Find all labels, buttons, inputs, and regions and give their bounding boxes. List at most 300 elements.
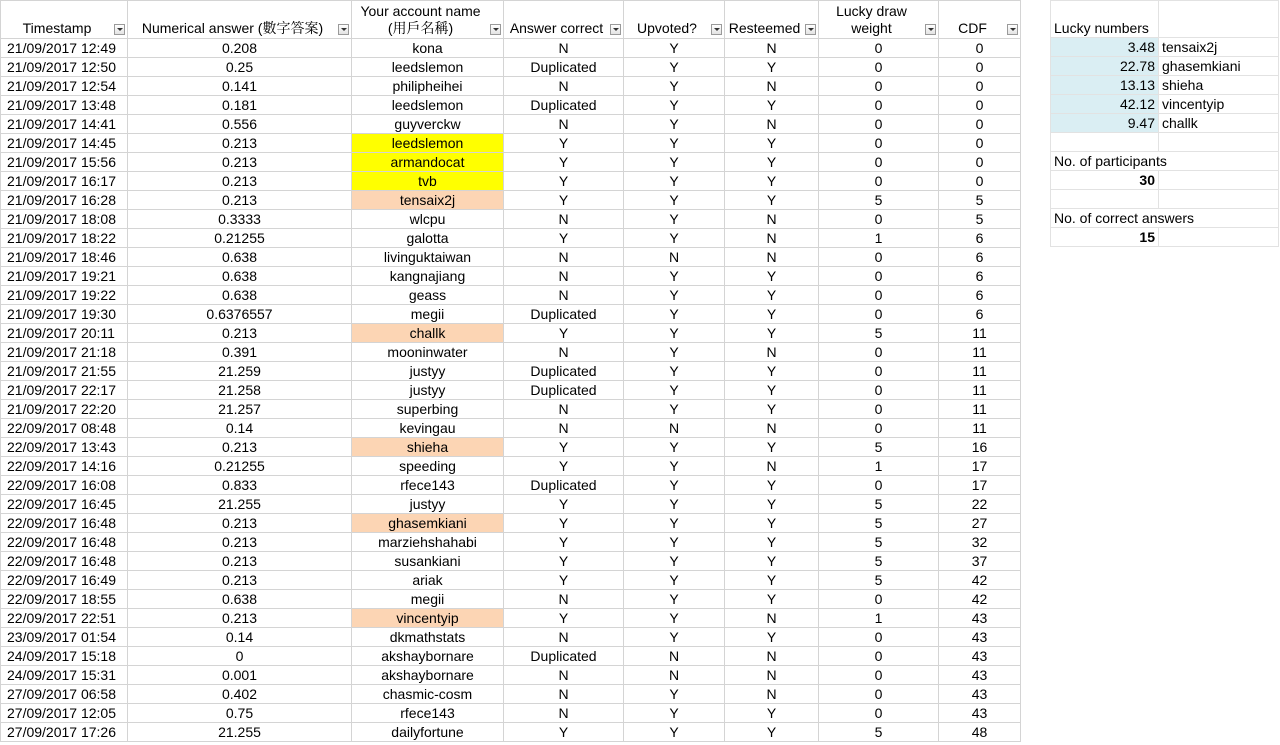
numerical-answer-cell[interactable]: 21.258 [128,381,352,400]
cdf-cell[interactable]: 11 [939,362,1021,381]
cdf-cell[interactable]: 42 [939,571,1021,590]
upvoted-cell[interactable]: Y [624,134,725,153]
numerical-answer-cell[interactable]: 0.213 [128,153,352,172]
lucky-number[interactable]: 42.12 [1051,95,1159,114]
answer-correct-cell[interactable]: Y [504,134,624,153]
numerical-answer-cell[interactable]: 0.213 [128,172,352,191]
timestamp-cell[interactable]: 22/09/2017 08:48 [1,419,128,438]
weight-cell[interactable]: 0 [819,96,939,115]
filter-dropdown-icon[interactable] [114,24,125,35]
cdf-cell[interactable]: 0 [939,115,1021,134]
participants-value[interactable]: 30 [1051,171,1159,190]
numerical-answer-cell[interactable]: 0.638 [128,286,352,305]
numerical-answer-cell[interactable]: 0 [128,647,352,666]
answer-correct-cell[interactable]: N [504,685,624,704]
numerical-answer-cell[interactable]: 0.213 [128,438,352,457]
answer-correct-cell[interactable]: N [504,286,624,305]
upvoted-cell[interactable]: N [624,666,725,685]
weight-cell[interactable]: 5 [819,533,939,552]
resteemed-cell[interactable]: N [725,210,819,229]
cdf-cell[interactable]: 0 [939,153,1021,172]
numerical-answer-cell[interactable]: 21.257 [128,400,352,419]
cdf-cell[interactable]: 48 [939,723,1021,742]
cdf-cell[interactable]: 43 [939,609,1021,628]
timestamp-cell[interactable]: 21/09/2017 16:17 [1,172,128,191]
cdf-cell[interactable]: 6 [939,267,1021,286]
lucky-winner[interactable]: ghasemkiani [1159,57,1279,76]
resteemed-cell[interactable]: Y [725,286,819,305]
account-name-cell[interactable]: megii [352,590,504,609]
weight-cell[interactable]: 0 [819,647,939,666]
answer-correct-cell[interactable]: N [504,343,624,362]
upvoted-cell[interactable]: Y [624,191,725,210]
weight-cell[interactable]: 0 [819,381,939,400]
timestamp-cell[interactable]: 21/09/2017 21:18 [1,343,128,362]
answer-correct-cell[interactable]: N [504,210,624,229]
answer-correct-cell[interactable]: Duplicated [504,381,624,400]
timestamp-cell[interactable]: 21/09/2017 12:50 [1,58,128,77]
answer-correct-cell[interactable]: N [504,39,624,58]
timestamp-cell[interactable]: 21/09/2017 14:41 [1,115,128,134]
timestamp-cell[interactable]: 22/09/2017 16:08 [1,476,128,495]
resteemed-cell[interactable]: Y [725,172,819,191]
numerical-answer-cell[interactable]: 0.181 [128,96,352,115]
filter-dropdown-icon[interactable] [610,24,621,35]
account-name-cell[interactable]: challk [352,324,504,343]
weight-cell[interactable]: 0 [819,628,939,647]
resteemed-cell[interactable]: N [725,419,819,438]
resteemed-cell[interactable]: N [725,115,819,134]
upvoted-cell[interactable]: Y [624,381,725,400]
timestamp-cell[interactable]: 23/09/2017 01:54 [1,628,128,647]
answer-correct-cell[interactable]: Duplicated [504,647,624,666]
weight-cell[interactable]: 5 [819,723,939,742]
upvoted-cell[interactable]: Y [624,514,725,533]
upvoted-cell[interactable]: Y [624,400,725,419]
cdf-cell[interactable]: 43 [939,685,1021,704]
weight-cell[interactable]: 5 [819,571,939,590]
correct-answers-value[interactable]: 15 [1051,228,1159,247]
answer-correct-cell[interactable]: N [504,704,624,723]
timestamp-cell[interactable]: 21/09/2017 16:28 [1,191,128,210]
cdf-cell[interactable]: 11 [939,343,1021,362]
numerical-answer-cell[interactable]: 0.213 [128,134,352,153]
numerical-answer-cell[interactable]: 0.21255 [128,457,352,476]
cdf-cell[interactable]: 0 [939,172,1021,191]
resteemed-cell[interactable]: N [725,685,819,704]
resteemed-cell[interactable]: N [725,248,819,267]
numerical-answer-cell[interactable]: 0.638 [128,267,352,286]
answer-correct-cell[interactable]: Duplicated [504,305,624,324]
numerical-answer-cell[interactable]: 0.213 [128,191,352,210]
account-name-cell[interactable]: guyverckw [352,115,504,134]
answer-correct-cell[interactable]: Y [504,495,624,514]
timestamp-cell[interactable]: 21/09/2017 12:49 [1,39,128,58]
account-name-cell[interactable]: mooninwater [352,343,504,362]
account-name-cell[interactable]: leedslemon [352,58,504,77]
weight-cell[interactable]: 1 [819,229,939,248]
account-name-cell[interactable]: vincentyip [352,609,504,628]
answer-correct-cell[interactable]: Duplicated [504,58,624,77]
cdf-cell[interactable]: 43 [939,628,1021,647]
upvoted-cell[interactable]: Y [624,362,725,381]
upvoted-cell[interactable]: Y [624,476,725,495]
weight-cell[interactable]: 0 [819,39,939,58]
timestamp-cell[interactable]: 21/09/2017 20:11 [1,324,128,343]
upvoted-cell[interactable]: Y [624,39,725,58]
account-name-cell[interactable]: wlcpu [352,210,504,229]
cdf-cell[interactable]: 0 [939,39,1021,58]
weight-cell[interactable]: 0 [819,305,939,324]
weight-cell[interactable]: 0 [819,286,939,305]
upvoted-cell[interactable]: Y [624,115,725,134]
answer-correct-cell[interactable]: N [504,628,624,647]
resteemed-cell[interactable]: Y [725,58,819,77]
timestamp-cell[interactable]: 21/09/2017 12:54 [1,77,128,96]
cdf-cell[interactable]: 6 [939,305,1021,324]
timestamp-cell[interactable]: 21/09/2017 18:08 [1,210,128,229]
answer-correct-cell[interactable]: Y [504,723,624,742]
resteemed-cell[interactable]: Y [725,514,819,533]
cdf-cell[interactable]: 43 [939,704,1021,723]
numerical-answer-cell[interactable]: 0.21255 [128,229,352,248]
upvoted-cell[interactable]: Y [624,229,725,248]
timestamp-cell[interactable]: 22/09/2017 16:49 [1,571,128,590]
numerical-answer-cell[interactable]: 0.402 [128,685,352,704]
timestamp-cell[interactable]: 22/09/2017 16:48 [1,514,128,533]
lucky-winner[interactable]: tensaix2j [1159,38,1279,57]
participants-label[interactable]: No. of participants [1051,152,1279,171]
account-name-cell[interactable]: kona [352,39,504,58]
numerical-answer-cell[interactable]: 0.833 [128,476,352,495]
upvoted-cell[interactable]: Y [624,172,725,191]
resteemed-cell[interactable]: Y [725,267,819,286]
numerical-answer-cell[interactable]: 0.638 [128,248,352,267]
account-name-cell[interactable]: chasmic-cosm [352,685,504,704]
resteemed-cell[interactable]: Y [725,533,819,552]
timestamp-cell[interactable]: 21/09/2017 22:17 [1,381,128,400]
cdf-cell[interactable]: 32 [939,533,1021,552]
resteemed-cell[interactable]: Y [725,552,819,571]
weight-cell[interactable]: 5 [819,552,939,571]
resteemed-cell[interactable]: Y [725,305,819,324]
answer-correct-cell[interactable]: N [504,77,624,96]
answer-correct-cell[interactable]: Y [504,191,624,210]
answer-correct-cell[interactable]: N [504,666,624,685]
cdf-cell[interactable]: 11 [939,381,1021,400]
upvoted-cell[interactable]: Y [624,343,725,362]
lucky-winner[interactable]: vincentyip [1159,95,1279,114]
resteemed-cell[interactable]: Y [725,590,819,609]
account-name-cell[interactable]: akshaybornare [352,647,504,666]
timestamp-cell[interactable]: 27/09/2017 17:26 [1,723,128,742]
upvoted-cell[interactable]: Y [624,96,725,115]
account-name-cell[interactable]: geass [352,286,504,305]
account-name-cell[interactable]: shieha [352,438,504,457]
numerical-answer-cell[interactable]: 0.213 [128,324,352,343]
weight-cell[interactable]: 0 [819,172,939,191]
timestamp-cell[interactable]: 22/09/2017 18:55 [1,590,128,609]
upvoted-cell[interactable]: Y [624,210,725,229]
cdf-cell[interactable]: 17 [939,457,1021,476]
account-name-cell[interactable]: justyy [352,362,504,381]
cdf-cell[interactable]: 11 [939,419,1021,438]
cdf-cell[interactable]: 43 [939,647,1021,666]
correct-answers-label[interactable]: No. of correct answers [1051,209,1279,228]
cdf-cell[interactable]: 6 [939,248,1021,267]
resteemed-cell[interactable]: Y [725,96,819,115]
account-name-cell[interactable]: justyy [352,495,504,514]
answer-correct-cell[interactable]: Y [504,514,624,533]
timestamp-cell[interactable]: 21/09/2017 19:22 [1,286,128,305]
answer-correct-cell[interactable]: Y [504,172,624,191]
numerical-answer-cell[interactable]: 0.14 [128,419,352,438]
numerical-answer-cell[interactable]: 0.391 [128,343,352,362]
cdf-cell[interactable]: 27 [939,514,1021,533]
upvoted-cell[interactable]: Y [624,153,725,172]
timestamp-cell[interactable]: 27/09/2017 06:58 [1,685,128,704]
cdf-cell[interactable]: 0 [939,77,1021,96]
upvoted-cell[interactable]: Y [624,704,725,723]
upvoted-cell[interactable]: Y [624,552,725,571]
answer-correct-cell[interactable]: Y [504,609,624,628]
cdf-cell[interactable]: 0 [939,58,1021,77]
numerical-answer-cell[interactable]: 0.141 [128,77,352,96]
timestamp-cell[interactable]: 22/09/2017 22:51 [1,609,128,628]
timestamp-cell[interactable]: 22/09/2017 16:45 [1,495,128,514]
resteemed-cell[interactable]: Y [725,723,819,742]
cdf-cell[interactable]: 22 [939,495,1021,514]
timestamp-cell[interactable]: 22/09/2017 13:43 [1,438,128,457]
cdf-cell[interactable]: 11 [939,324,1021,343]
cdf-cell[interactable]: 0 [939,134,1021,153]
numerical-answer-cell[interactable]: 0.213 [128,533,352,552]
lucky-winner[interactable]: shieha [1159,76,1279,95]
answer-correct-cell[interactable]: Y [504,533,624,552]
weight-cell[interactable]: 0 [819,153,939,172]
weight-cell[interactable]: 0 [819,400,939,419]
answer-correct-cell[interactable]: Y [504,552,624,571]
account-name-cell[interactable]: justyy [352,381,504,400]
answer-correct-cell[interactable]: Y [504,324,624,343]
answer-correct-cell[interactable]: Y [504,229,624,248]
weight-cell[interactable]: 0 [819,134,939,153]
timestamp-cell[interactable]: 21/09/2017 18:22 [1,229,128,248]
answer-correct-cell[interactable]: Y [504,571,624,590]
cdf-cell[interactable]: 16 [939,438,1021,457]
upvoted-cell[interactable]: N [624,248,725,267]
timestamp-cell[interactable]: 22/09/2017 16:48 [1,533,128,552]
answer-correct-cell[interactable]: N [504,248,624,267]
account-name-cell[interactable]: akshaybornare [352,666,504,685]
account-name-cell[interactable]: superbing [352,400,504,419]
cdf-cell[interactable]: 5 [939,210,1021,229]
weight-cell[interactable]: 0 [819,267,939,286]
answer-correct-cell[interactable]: Y [504,457,624,476]
numerical-answer-cell[interactable]: 0.208 [128,39,352,58]
resteemed-cell[interactable]: Y [725,438,819,457]
upvoted-cell[interactable]: Y [624,286,725,305]
lucky-number[interactable]: 9.47 [1051,114,1159,133]
upvoted-cell[interactable]: Y [624,305,725,324]
weight-cell[interactable]: 0 [819,419,939,438]
account-name-cell[interactable]: rfece143 [352,476,504,495]
account-name-cell[interactable]: leedslemon [352,96,504,115]
timestamp-cell[interactable]: 21/09/2017 15:56 [1,153,128,172]
timestamp-cell[interactable]: 21/09/2017 21:55 [1,362,128,381]
numerical-answer-cell[interactable]: 0.75 [128,704,352,723]
account-name-cell[interactable]: ghasemkiani [352,514,504,533]
cdf-cell[interactable]: 11 [939,400,1021,419]
account-name-cell[interactable]: armandocat [352,153,504,172]
numerical-answer-cell[interactable]: 0.213 [128,571,352,590]
filter-dropdown-icon[interactable] [490,24,501,35]
account-name-cell[interactable]: tensaix2j [352,191,504,210]
timestamp-cell[interactable]: 22/09/2017 14:16 [1,457,128,476]
account-name-cell[interactable]: dailyfortune [352,723,504,742]
resteemed-cell[interactable]: Y [725,704,819,723]
weight-cell[interactable]: 0 [819,58,939,77]
timestamp-cell[interactable]: 21/09/2017 13:48 [1,96,128,115]
weight-cell[interactable]: 0 [819,685,939,704]
weight-cell[interactable]: 0 [819,590,939,609]
numerical-answer-cell[interactable]: 0.001 [128,666,352,685]
resteemed-cell[interactable]: Y [725,362,819,381]
resteemed-cell[interactable]: Y [725,495,819,514]
upvoted-cell[interactable]: Y [624,609,725,628]
account-name-cell[interactable]: leedslemon [352,134,504,153]
weight-cell[interactable]: 1 [819,609,939,628]
answer-correct-cell[interactable]: Y [504,438,624,457]
resteemed-cell[interactable]: N [725,39,819,58]
weight-cell[interactable]: 0 [819,362,939,381]
timestamp-cell[interactable]: 21/09/2017 19:30 [1,305,128,324]
upvoted-cell[interactable]: Y [624,58,725,77]
upvoted-cell[interactable]: N [624,419,725,438]
answer-correct-cell[interactable]: Y [504,153,624,172]
cdf-cell[interactable]: 43 [939,666,1021,685]
numerical-answer-cell[interactable]: 0.25 [128,58,352,77]
account-name-cell[interactable]: susankiani [352,552,504,571]
weight-cell[interactable]: 5 [819,191,939,210]
account-name-cell[interactable]: galotta [352,229,504,248]
cdf-cell[interactable]: 6 [939,229,1021,248]
account-name-cell[interactable]: kevingau [352,419,504,438]
weight-cell[interactable]: 0 [819,77,939,96]
resteemed-cell[interactable]: N [725,343,819,362]
timestamp-cell[interactable]: 21/09/2017 18:46 [1,248,128,267]
answer-correct-cell[interactable]: N [504,419,624,438]
upvoted-cell[interactable]: Y [624,324,725,343]
resteemed-cell[interactable]: Y [725,400,819,419]
account-name-cell[interactable]: tvb [352,172,504,191]
answer-correct-cell[interactable]: Duplicated [504,476,624,495]
filter-dropdown-icon[interactable] [925,24,936,35]
weight-cell[interactable]: 5 [819,438,939,457]
account-name-cell[interactable]: megii [352,305,504,324]
numerical-answer-cell[interactable]: 21.255 [128,723,352,742]
weight-cell[interactable]: 1 [819,457,939,476]
upvoted-cell[interactable]: Y [624,438,725,457]
upvoted-cell[interactable]: Y [624,77,725,96]
weight-cell[interactable]: 5 [819,495,939,514]
upvoted-cell[interactable]: Y [624,590,725,609]
resteemed-cell[interactable]: Y [725,324,819,343]
account-name-cell[interactable]: marziehshahabi [352,533,504,552]
lucky-number[interactable]: 22.78 [1051,57,1159,76]
lucky-winner[interactable]: challk [1159,114,1279,133]
resteemed-cell[interactable]: Y [725,134,819,153]
upvoted-cell[interactable]: Y [624,533,725,552]
numerical-answer-cell[interactable]: 0.213 [128,609,352,628]
cdf-cell[interactable]: 17 [939,476,1021,495]
upvoted-cell[interactable]: Y [624,571,725,590]
timestamp-cell[interactable]: 27/09/2017 12:05 [1,704,128,723]
resteemed-cell[interactable]: N [725,229,819,248]
weight-cell[interactable]: 5 [819,324,939,343]
timestamp-cell[interactable]: 22/09/2017 16:48 [1,552,128,571]
filter-dropdown-icon[interactable] [1007,24,1018,35]
resteemed-cell[interactable]: Y [725,571,819,590]
resteemed-cell[interactable]: N [725,457,819,476]
account-name-cell[interactable]: ariak [352,571,504,590]
upvoted-cell[interactable]: Y [624,628,725,647]
resteemed-cell[interactable]: N [725,666,819,685]
answer-correct-cell[interactable]: Duplicated [504,96,624,115]
upvoted-cell[interactable]: Y [624,495,725,514]
weight-cell[interactable]: 0 [819,476,939,495]
upvoted-cell[interactable]: Y [624,457,725,476]
filter-dropdown-icon[interactable] [338,24,349,35]
cdf-cell[interactable]: 6 [939,286,1021,305]
weight-cell[interactable]: 0 [819,704,939,723]
timestamp-cell[interactable]: 21/09/2017 22:20 [1,400,128,419]
filter-dropdown-icon[interactable] [711,24,722,35]
numerical-answer-cell[interactable]: 0.6376557 [128,305,352,324]
answer-correct-cell[interactable]: N [504,267,624,286]
resteemed-cell[interactable]: N [725,647,819,666]
numerical-answer-cell[interactable]: 0.14 [128,628,352,647]
cdf-cell[interactable]: 0 [939,96,1021,115]
account-name-cell[interactable]: speeding [352,457,504,476]
numerical-answer-cell[interactable]: 0.3333 [128,210,352,229]
numerical-answer-cell[interactable]: 0.213 [128,514,352,533]
cdf-cell[interactable]: 42 [939,590,1021,609]
account-name-cell[interactable]: rfece143 [352,704,504,723]
cdf-cell[interactable]: 37 [939,552,1021,571]
weight-cell[interactable]: 0 [819,210,939,229]
account-name-cell[interactable]: dkmathstats [352,628,504,647]
answer-correct-cell[interactable]: N [504,590,624,609]
weight-cell[interactable]: 0 [819,115,939,134]
weight-cell[interactable]: 0 [819,248,939,267]
weight-cell[interactable]: 5 [819,514,939,533]
answer-correct-cell[interactable]: N [504,400,624,419]
resteemed-cell[interactable]: N [725,77,819,96]
resteemed-cell[interactable]: Y [725,191,819,210]
resteemed-cell[interactable]: Y [725,628,819,647]
numerical-answer-cell[interactable]: 21.259 [128,362,352,381]
numerical-answer-cell[interactable]: 21.255 [128,495,352,514]
answer-correct-cell[interactable]: N [504,115,624,134]
resteemed-cell[interactable]: N [725,609,819,628]
upvoted-cell[interactable]: Y [624,723,725,742]
account-name-cell[interactable]: philipheihei [352,77,504,96]
weight-cell[interactable]: 0 [819,343,939,362]
weight-cell[interactable]: 0 [819,666,939,685]
timestamp-cell[interactable]: 21/09/2017 19:21 [1,267,128,286]
resteemed-cell[interactable]: Y [725,153,819,172]
